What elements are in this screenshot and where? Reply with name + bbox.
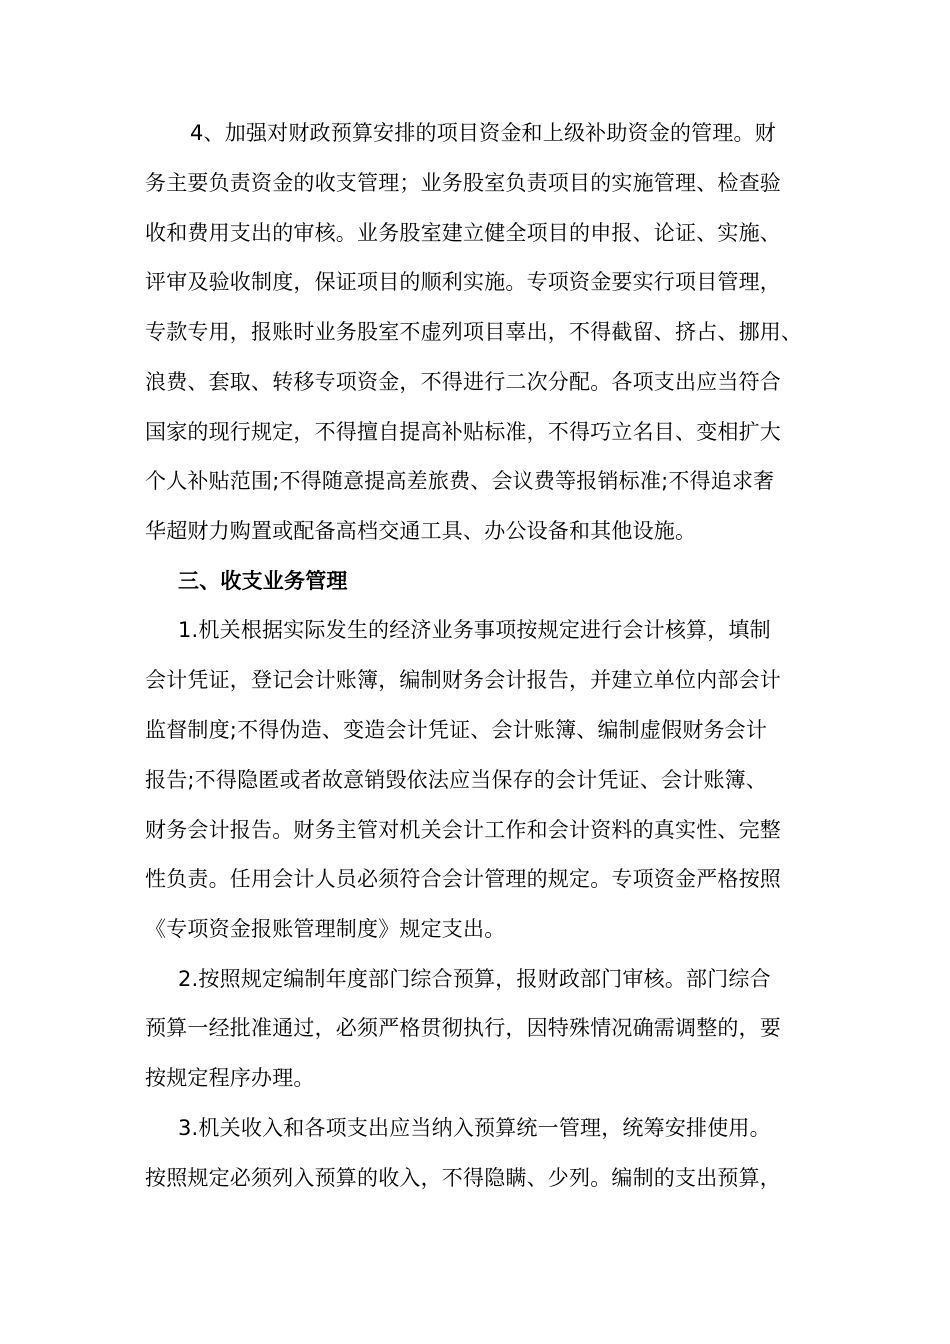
paragraph-1-line-5: 财务会计报告。财务主管对机关会计工作和会计资料的真实性、完整: [145, 818, 781, 842]
paragraph-4-line-1: 4、加强对财政预算安排的项目资金和上级补助资金的管理。财: [190, 121, 776, 145]
paragraph-3-line-1: 3.机关收入和各项支出应当纳入预算统一管理，统筹安排使用。: [178, 1116, 771, 1140]
paragraph-1-line-4: 报告;不得隐匿或者故意销毁依法应当保存的会计凭证、会计账簿、: [145, 768, 768, 792]
paragraph-2-line-1: 2.按照规定编制年度部门综合预算，报财政部门审核。部门综合: [178, 967, 771, 991]
paragraph-1-line-7: 《专项资金报账管理制度》规定支出。: [145, 917, 506, 941]
paragraph-3-line-2: 按照规定必须列入预算的收入，不得隐瞒、少列。编制的支出预算，: [145, 1166, 781, 1190]
paragraph-4-line-7: 国家的现行规定，不得擅自提高补贴标准，不得巧立名目、变相扩大: [145, 420, 781, 444]
paragraph-4-line-8: 个人补贴范围;不得随意提高差旅费、会议费等报销标准;不得追求奢: [145, 469, 775, 493]
paragraph-1-line-3: 监督制度;不得伪造、变造会计凭证、会计账簿、编制虚假财务会计: [145, 718, 768, 742]
paragraph-1-line-2: 会计凭证，登记会计账簿，编制财务会计报告，并建立单位内部会计: [145, 668, 781, 692]
paragraph-2-line-3: 按规定程序办理。: [145, 1066, 315, 1090]
paragraph-4-line-9: 华超财力购置或配备高档交通工具、办公设备和其他设施。: [145, 519, 697, 543]
paragraph-2-line-2: 预算一经批准通过，必须严格贯彻执行，因特殊情况确需调整的，要: [145, 1016, 781, 1040]
paragraph-4-line-6: 浪费、套取、转移专项资金，不得进行二次分配。各项支出应当符合: [145, 370, 781, 394]
paragraph-1-line-1: 1.机关根据实际发生的经济业务事项按规定进行会计核算，填制: [178, 618, 771, 642]
paragraph-4-line-3: 收和费用支出的审核。业务股室建立健全项目的申报、论证、实施、: [145, 221, 781, 245]
paragraph-4-line-5: 专款专用，报账时业务股室不虚列项目辜出，不得截留、挤占、挪用、: [145, 320, 803, 344]
section-heading: 三、收支业务管理: [178, 569, 348, 593]
paragraph-4-line-2: 务主要负责资金的收支管理；业务股室负责项目的实施管理、检查验: [145, 171, 781, 195]
paragraph-1-line-6: 性负责。任用会计人员必须符合会计管理的规定。专项资金严格按照: [145, 867, 781, 891]
paragraph-4-line-4: 评审及验收制度，保证项目的顺利实施。专项资金要实行项目管理，: [145, 270, 781, 294]
